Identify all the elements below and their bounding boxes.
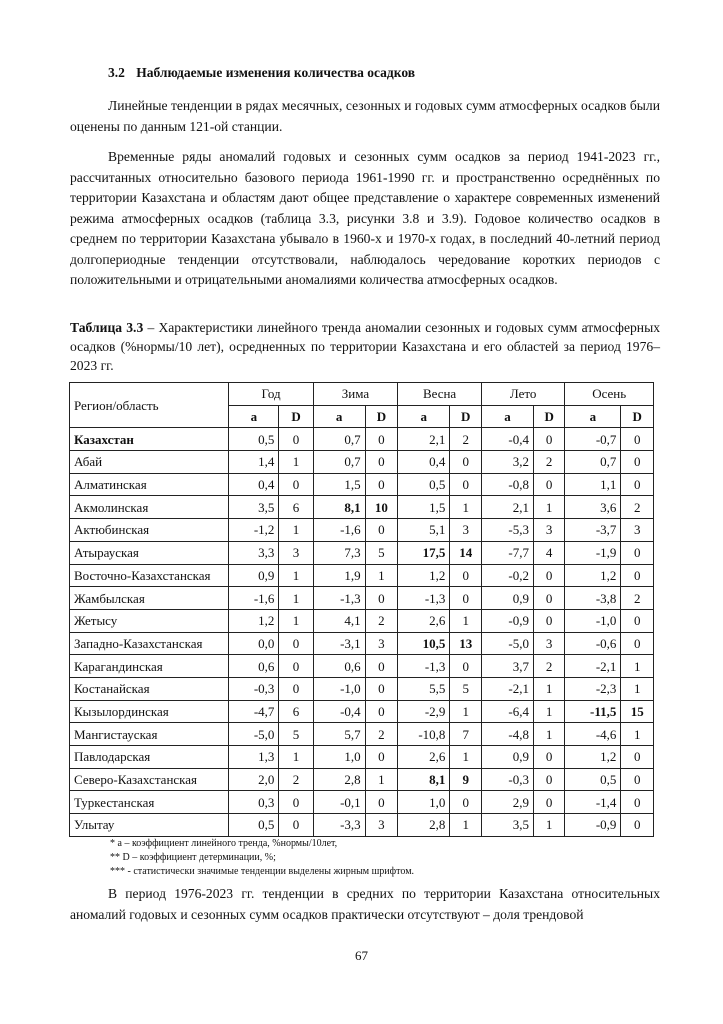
note-bold: *** - статистически значимые тенденции выделены жирным шрифтом. (110, 866, 415, 877)
cell-d-value: 7 (450, 723, 482, 746)
cell-a-value: -0,9 (565, 814, 621, 837)
region-name: Абай (70, 451, 229, 474)
region-name: Мангистауская (70, 723, 229, 746)
cell-a-value: -3,1 (313, 632, 365, 655)
cell-a-value: 2,8 (313, 768, 365, 791)
cell-d-value: 1 (533, 723, 564, 746)
cell-a-value: -10,8 (398, 723, 450, 746)
cell-a-value: 1,1 (565, 473, 621, 496)
cell-d-value: 0 (365, 587, 398, 610)
cell-d-value: 0 (365, 746, 398, 769)
cell-d-value: 3 (365, 632, 398, 655)
note-d: ** D – коэффициент детерминации, %; (110, 852, 276, 863)
region-name: Улытау (70, 814, 229, 837)
cell-a-value: -0,6 (565, 632, 621, 655)
cell-d-value: 0 (621, 564, 654, 587)
cell-d-value: 0 (365, 791, 398, 814)
cell-d-value: 15 (621, 700, 654, 723)
cell-a-value: 1,0 (398, 791, 450, 814)
cell-a-value: -1,9 (565, 541, 621, 564)
region-name: Костанайская (70, 677, 229, 700)
cell-d-value: 1 (533, 814, 564, 837)
cell-a-value: 5,5 (398, 677, 450, 700)
season-header-winter: Зима (313, 383, 397, 406)
cell-d-value: 1 (365, 768, 398, 791)
table-body (70, 428, 654, 836)
cell-a-value: -0,4 (313, 700, 365, 723)
cell-a-value: -0,9 (481, 609, 533, 632)
cell-a-value: 3,5 (229, 496, 279, 519)
cell-d-value: 2 (533, 451, 564, 474)
cell-a-value: -1,0 (313, 677, 365, 700)
cell-d-value: 2 (621, 587, 654, 610)
cell-a-value: -3,3 (313, 814, 365, 837)
cell-a-value: 1,2 (565, 564, 621, 587)
cell-d-value: 3 (365, 814, 398, 837)
cell-d-value: 1 (279, 519, 313, 542)
cell-a-value: 1,5 (398, 496, 450, 519)
cell-d-value: 0 (621, 451, 654, 474)
cell-d-value: 0 (533, 428, 564, 451)
region-name: Павлодарская (70, 746, 229, 769)
subheader-d: D (533, 405, 564, 428)
cell-d-value: 0 (450, 655, 482, 678)
cell-d-value: 1 (279, 609, 313, 632)
cell-a-value: 0,0 (229, 632, 279, 655)
cell-a-value: -5,3 (481, 519, 533, 542)
table-row (70, 609, 654, 632)
table-row (70, 473, 654, 496)
cell-a-value: 0,4 (229, 473, 279, 496)
region-name: Жетысу (70, 609, 229, 632)
cell-a-value: 1,2 (229, 609, 279, 632)
subheader-a: a (398, 405, 450, 428)
table-row (70, 700, 654, 723)
cell-a-value: 0,6 (229, 655, 279, 678)
cell-a-value: -4,6 (565, 723, 621, 746)
cell-a-value: -2,3 (565, 677, 621, 700)
cell-d-value: 0 (450, 791, 482, 814)
cell-a-value: 0,5 (229, 814, 279, 837)
cell-d-value: 1 (533, 496, 564, 519)
cell-a-value: 3,5 (481, 814, 533, 837)
section-number: 3.2 (108, 65, 125, 80)
cell-a-value: -0,7 (565, 428, 621, 451)
cell-d-value: 2 (279, 768, 313, 791)
cell-d-value: 1 (450, 496, 482, 519)
cell-d-value: 1 (279, 451, 313, 474)
cell-a-value: 0,7 (313, 428, 365, 451)
paragraph-1: Линейные тенденции в рядах месячных, сезонных и годовых сумм атмосферных осадков были оценены по данным 121-ой станции. (70, 98, 660, 134)
subheader-a: a (565, 405, 621, 428)
cell-a-value: -6,4 (481, 700, 533, 723)
cell-a-value: 8,1 (398, 768, 450, 791)
cell-a-value: 1,0 (313, 746, 365, 769)
table-caption-text: – Характеристики линейного тренда аномалии сезонных и годовых сумм атмосферных осадков (%нормы/10 лет), осредненных по территории Казахстана и его областей за период 1976–2023 гг. (70, 320, 660, 373)
paragraph-2: Временные ряды аномалий годовых и сезонных сумм осадков за период 1941-2023 гг., рассчитанных относительно базового периода 1961-1990 гг. и пространственно осреднённых по территории Казахстана и областям дают общее представление о характере современных изменений режима атмосферных осадков (таблица 3.3, рисунки 3.8 и 3.9). Годовое количество осадков в среднем по территории Казахстана убывало в 1960-х и 1970-х годах, в последний 40-летний период долгопериодные тенденции отсутствовали, наблюдалось чередование коротких периодов с положительными и отрицательными аномалиями количества атмосферных осадков. (70, 149, 660, 287)
cell-a-value: 17,5 (398, 541, 450, 564)
cell-a-value: 2,9 (481, 791, 533, 814)
cell-d-value: 0 (279, 677, 313, 700)
region-name: Туркестанская (70, 791, 229, 814)
table-row (70, 746, 654, 769)
cell-a-value: -5,0 (481, 632, 533, 655)
cell-d-value: 0 (621, 473, 654, 496)
cell-d-value: 0 (621, 791, 654, 814)
table-row (70, 541, 654, 564)
cell-a-value: -0,3 (481, 768, 533, 791)
cell-d-value: 0 (621, 814, 654, 837)
season-header-summer: Лето (481, 383, 564, 406)
cell-d-value: 0 (365, 473, 398, 496)
cell-a-value: 1,3 (229, 746, 279, 769)
table-row (70, 677, 654, 700)
table-row (70, 814, 654, 837)
cell-d-value: 0 (365, 428, 398, 451)
cell-a-value: 5,7 (313, 723, 365, 746)
cell-d-value: 1 (279, 564, 313, 587)
season-header-year: Год (229, 383, 313, 406)
cell-a-value: -4,7 (229, 700, 279, 723)
cell-a-value: 3,2 (481, 451, 533, 474)
cell-d-value: 1 (450, 814, 482, 837)
cell-a-value: 0,7 (313, 451, 365, 474)
cell-a-value: 3,6 (565, 496, 621, 519)
cell-a-value: -3,7 (565, 519, 621, 542)
cell-d-value: 1 (621, 655, 654, 678)
region-name: Восточно-Казахстанская (70, 564, 229, 587)
cell-d-value: 0 (450, 451, 482, 474)
cell-d-value: 0 (533, 609, 564, 632)
cell-d-value: 0 (365, 655, 398, 678)
cell-d-value: 0 (621, 768, 654, 791)
cell-d-value: 1 (621, 723, 654, 746)
cell-d-value: 6 (279, 496, 313, 519)
cell-d-value: 9 (450, 768, 482, 791)
subheader-a: a (481, 405, 533, 428)
cell-d-value: 5 (450, 677, 482, 700)
table-row (70, 564, 654, 587)
cell-d-value: 1 (279, 746, 313, 769)
cell-a-value: -11,5 (565, 700, 621, 723)
table-caption-label: Таблица 3.3 (70, 320, 144, 335)
region-name: Северо-Казахстанская (70, 768, 229, 791)
cell-d-value: 2 (621, 496, 654, 519)
table-notes (110, 837, 414, 879)
cell-d-value: 0 (533, 587, 564, 610)
cell-d-value: 2 (365, 723, 398, 746)
note-a: * a – коэффициент линейного тренда, %нормы/10лет, (110, 838, 338, 849)
season-header-autumn: Осень (565, 383, 654, 406)
closing-paragraph: В период 1976-2023 гг. тенденции в средних по территории Казахстана относительных аномалий годовых и сезонных сумм осадков практически отсутствуют – доля трендовой (70, 886, 660, 922)
cell-a-value: 3,3 (229, 541, 279, 564)
cell-d-value: 2 (450, 428, 482, 451)
cell-d-value: 0 (533, 746, 564, 769)
region-header: Регион/область (70, 383, 229, 428)
cell-d-value: 0 (279, 655, 313, 678)
cell-d-value: 0 (533, 768, 564, 791)
cell-d-value: 3 (279, 541, 313, 564)
cell-d-value: 0 (533, 564, 564, 587)
cell-a-value: -1,0 (565, 609, 621, 632)
cell-a-value: -5,0 (229, 723, 279, 746)
cell-a-value: -1,2 (229, 519, 279, 542)
cell-a-value: 2,1 (398, 428, 450, 451)
cell-d-value: 0 (533, 791, 564, 814)
cell-d-value: 0 (365, 519, 398, 542)
table-row (70, 451, 654, 474)
cell-d-value: 2 (533, 655, 564, 678)
cell-a-value: 2,1 (481, 496, 533, 519)
cell-a-value: 1,9 (313, 564, 365, 587)
season-header-spring: Весна (398, 383, 482, 406)
table-row (70, 632, 654, 655)
cell-d-value: 3 (621, 519, 654, 542)
cell-a-value: 3,7 (481, 655, 533, 678)
cell-a-value: -4,8 (481, 723, 533, 746)
cell-d-value: 0 (279, 814, 313, 837)
table-row (70, 791, 654, 814)
cell-a-value: 0,3 (229, 791, 279, 814)
cell-d-value: 1 (533, 700, 564, 723)
cell-a-value: 1,2 (565, 746, 621, 769)
cell-d-value: 3 (533, 632, 564, 655)
cell-a-value: -0,2 (481, 564, 533, 587)
cell-d-value: 3 (450, 519, 482, 542)
cell-d-value: 0 (621, 541, 654, 564)
table-row (70, 655, 654, 678)
cell-a-value: 0,9 (229, 564, 279, 587)
cell-a-value: 0,9 (481, 746, 533, 769)
cell-a-value: -7,7 (481, 541, 533, 564)
cell-d-value: 0 (365, 677, 398, 700)
cell-a-value: 0,6 (313, 655, 365, 678)
cell-a-value: 10,5 (398, 632, 450, 655)
cell-a-value: 0,5 (229, 428, 279, 451)
cell-a-value: 2,8 (398, 814, 450, 837)
cell-d-value: 13 (450, 632, 482, 655)
cell-d-value: 0 (279, 791, 313, 814)
cell-d-value: 0 (621, 746, 654, 769)
cell-d-value: 6 (279, 700, 313, 723)
cell-d-value: 2 (365, 609, 398, 632)
cell-a-value: 1,4 (229, 451, 279, 474)
cell-d-value: 1 (450, 609, 482, 632)
cell-a-value: 8,1 (313, 496, 365, 519)
cell-a-value: 5,1 (398, 519, 450, 542)
cell-a-value: -3,8 (565, 587, 621, 610)
cell-a-value: 0,4 (398, 451, 450, 474)
cell-a-value: 2,6 (398, 746, 450, 769)
table-row (70, 768, 654, 791)
table-header-row (70, 383, 654, 406)
trend-table (69, 382, 654, 837)
cell-d-value: 1 (279, 587, 313, 610)
cell-a-value: -0,4 (481, 428, 533, 451)
cell-a-value: -2,1 (481, 677, 533, 700)
cell-a-value: -1,6 (313, 519, 365, 542)
cell-d-value: 4 (533, 541, 564, 564)
subheader-d: D (279, 405, 313, 428)
cell-a-value: -2,9 (398, 700, 450, 723)
cell-d-value: 10 (365, 496, 398, 519)
cell-a-value: -2,1 (565, 655, 621, 678)
table-row (70, 723, 654, 746)
cell-a-value: 0,5 (565, 768, 621, 791)
subheader-a: a (229, 405, 279, 428)
cell-d-value: 0 (279, 473, 313, 496)
cell-d-value: 5 (279, 723, 313, 746)
region-name: Жамбылская (70, 587, 229, 610)
cell-a-value: 1,5 (313, 473, 365, 496)
cell-d-value: 0 (279, 428, 313, 451)
cell-d-value: 1 (621, 677, 654, 700)
region-name: Атырауская (70, 541, 229, 564)
cell-d-value: 0 (365, 451, 398, 474)
cell-a-value: 0,7 (565, 451, 621, 474)
cell-a-value: -0,3 (229, 677, 279, 700)
region-name: Казахстан (70, 428, 229, 451)
cell-d-value: 0 (621, 609, 654, 632)
page-number: 67 (355, 948, 368, 963)
table-row (70, 428, 654, 451)
cell-a-value: -1,3 (398, 655, 450, 678)
section-heading (108, 65, 423, 81)
cell-a-value: 2,6 (398, 609, 450, 632)
region-name: Западно-Казахстанская (70, 632, 229, 655)
region-name: Акмолинская (70, 496, 229, 519)
cell-a-value: 0,5 (398, 473, 450, 496)
cell-d-value: 0 (621, 632, 654, 655)
subheader-a: a (313, 405, 365, 428)
region-name: Кызылординская (70, 700, 229, 723)
section-title: Наблюдаемые изменения количества осадков (136, 65, 416, 80)
cell-d-value: 1 (533, 677, 564, 700)
cell-d-value: 14 (450, 541, 482, 564)
cell-d-value: 1 (365, 564, 398, 587)
cell-d-value: 0 (279, 632, 313, 655)
cell-a-value: -0,8 (481, 473, 533, 496)
cell-d-value: 0 (450, 564, 482, 587)
region-name: Актюбинская (70, 519, 229, 542)
region-name: Карагандинская (70, 655, 229, 678)
cell-d-value: 1 (450, 700, 482, 723)
cell-a-value: 4,1 (313, 609, 365, 632)
cell-d-value: 1 (450, 746, 482, 769)
subheader-d: D (450, 405, 482, 428)
cell-a-value: -1,6 (229, 587, 279, 610)
subheader-d: D (621, 405, 654, 428)
table-row (70, 496, 654, 519)
cell-d-value: 0 (621, 428, 654, 451)
cell-a-value: -0,1 (313, 791, 365, 814)
cell-a-value: 2,0 (229, 768, 279, 791)
cell-a-value: -1,3 (398, 587, 450, 610)
cell-d-value: 0 (365, 700, 398, 723)
cell-d-value: 0 (450, 587, 482, 610)
region-name: Алматинская (70, 473, 229, 496)
cell-d-value: 0 (533, 473, 564, 496)
cell-d-value: 3 (533, 519, 564, 542)
cell-a-value: -1,4 (565, 791, 621, 814)
table-row (70, 519, 654, 542)
table-row (70, 587, 654, 610)
cell-a-value: -1,3 (313, 587, 365, 610)
cell-d-value: 0 (450, 473, 482, 496)
cell-a-value: 0,9 (481, 587, 533, 610)
cell-a-value: 1,2 (398, 564, 450, 587)
subheader-d: D (365, 405, 398, 428)
table-caption (70, 318, 660, 375)
cell-a-value: 7,3 (313, 541, 365, 564)
cell-d-value: 5 (365, 541, 398, 564)
